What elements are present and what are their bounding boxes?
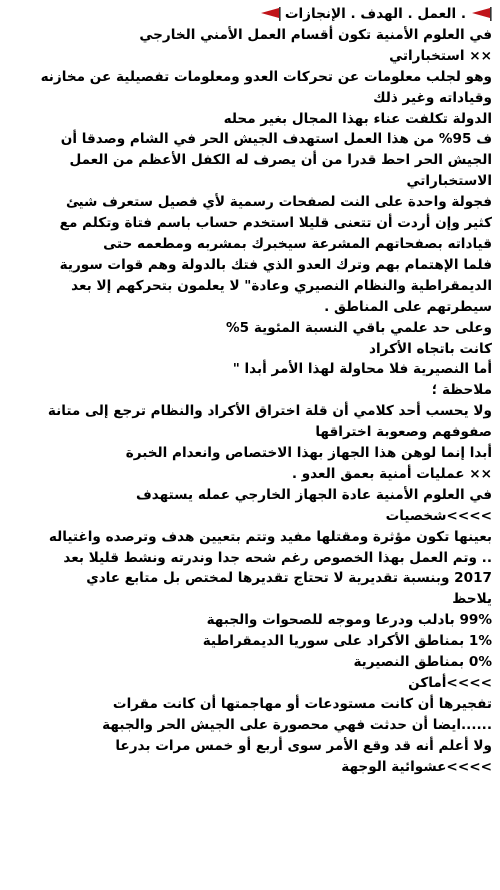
text-line: كانت باتجاه الأكراد [369, 340, 492, 357]
text-line: وعلى حد علمي باقي النسبة المئوية 5% [226, 319, 492, 336]
text-line: 2017 وبنسبة تقديرية لا تحتاج تقديرها لمختص بل متابع عادي [86, 570, 492, 587]
text-line: أما النصيرية فلا محاولة لهذا الأمر أبدا " [232, 361, 492, 378]
text-line: >>>>عشوائية الوجهة [341, 758, 492, 775]
body-text [6, 25, 492, 778]
text-line: ×× استخباراتي [389, 47, 492, 64]
text-line: فجولة واحدة على النت لصفحات رسمية لأي فصيل ستعرف شيئ [66, 194, 492, 211]
title-line [6, 4, 492, 25]
text-line: ف 95% من هذا العمل استهدف الجيش الحر في الشام وصدقا أن [60, 131, 492, 148]
text-line: سيطرتهم على المناطق . [324, 298, 492, 315]
text-line: صفوفهم وصعوبة اختراقها [315, 424, 492, 441]
text-line: بعينها تكون مؤثرة ومقتلها مفيد وتتم بتعيين هدف وترصده واغتياله [48, 528, 492, 545]
title-text: . العمل . الهدف . الإنجازات [284, 6, 466, 22]
text-line: ......ايضا أن حدثت فهي محصورة على الجيش الحر والجبهة [102, 716, 492, 733]
text-line: قياداته بصفحاتهم المشرعة سيخبرك بمشربه ومطعمه حتى [103, 235, 492, 252]
text-line: كثير وإن أردت أن تتعنى قليلا استخدم حساب باسم فتاة وتكلم مع [59, 215, 492, 232]
text-line: في العلوم الأمنية تكون أقسام العمل الأمني الخارجي [139, 26, 492, 43]
text-line: الاستخباراتي [406, 173, 492, 190]
text-line: فلما الإهتمام بهم وترك العدو الذي فتك بالدولة وهم قوات سورية [59, 256, 492, 273]
text-line: >>>>أماكن [408, 675, 492, 691]
flag-icon [470, 7, 492, 21]
text-line: ولا يحسب أحد كلامي أن قلة اختراق الأكراد والنظام ترجع إلى متانة [47, 403, 492, 420]
text-line: تفجيرها أن كانت مستودعات أو مهاجمتها أن كانت مقرات [112, 695, 492, 712]
text-line: ×× عمليات أمنية بعمق العدو . [291, 465, 492, 482]
text-line: الجيش الحر احط قدرا من أن يصرف له الكفل الأعظم من العمل [69, 152, 492, 169]
text-line: 99% بادلب ودرعا وموجه للصحوات والجبهة [206, 612, 492, 629]
text-line: الديمقراطية والنظام النصيري وعادة" لا يعلمون بتحركهم إلا بعد [71, 277, 492, 294]
text-line: .. وتم العمل بهذا الخصوص رغم شحه جدا وندرته ونشط قليلا بعد [63, 549, 492, 566]
text-line: 0% بمناطق النصيرية [353, 654, 492, 671]
text-line: الدولة تكلفت عناء بهذا المجال بغير محله [223, 110, 492, 127]
text-line: ولا أعلم أنه قد وقع الأمر سوى أربع أو خمس مرات بدرعا [115, 737, 492, 754]
text-line: 1% بمناطق الأكراد على سوريا الديمقراطية [202, 633, 492, 650]
text-line: في العلوم الأمنية عادة الجهاز الخارجي عمله يستهدف [136, 486, 492, 503]
text-line: >>>>شخصيات [385, 507, 492, 524]
text-line: وهو لجلب معلومات عن تحركات العدو ومعلومات تفصيلية عن مخازنه [40, 68, 492, 85]
text-line: يلاحظ [452, 591, 492, 608]
flag-icon-end [259, 7, 281, 21]
text-line: ملاحظة ؛ [431, 382, 492, 399]
text-line: وقياداته وغير ذلك [373, 89, 492, 106]
text-line: أبدا إنما لوهن هذا الجهاز بهذا الاختصاص وانعدام الخبرة [125, 445, 492, 462]
